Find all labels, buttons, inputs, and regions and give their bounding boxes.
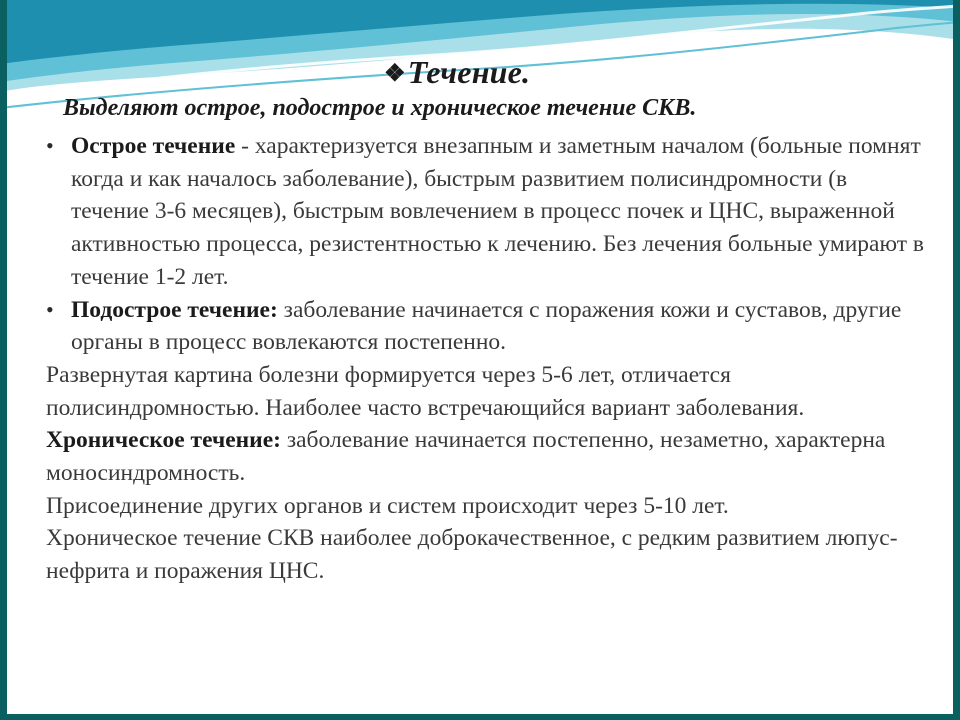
diamond-bullet-icon: ❖ xyxy=(384,61,406,87)
bullet-item-acute xyxy=(46,130,926,294)
bullet-dot-icon: • xyxy=(46,296,54,322)
subacute-course-text: заболевание начинается с поражения кожи и суставов, другие органы в процесс вовлекаются постепенно. xyxy=(71,296,902,356)
prognosis-paragraph: Хроническое течение СКВ наиболее доброкачественное, с редким развитием люпус-нефрита и поражения ЦНС. xyxy=(46,525,898,585)
chronic-course-text: заболевание начинается постепенно, незаметно, характерна моносиндромность. xyxy=(46,427,886,487)
chronic-course-heading: Хроническое течение: xyxy=(46,427,281,454)
left-frame-bar xyxy=(0,0,7,720)
bullet-item-subacute xyxy=(46,294,926,359)
slide-subtitle: Выделяют острое, подострое и хроническое течение СКВ. xyxy=(63,95,697,121)
slide-title-text: Течение. xyxy=(407,54,531,90)
slide-title xyxy=(384,54,530,91)
organ-involvement-paragraph: Присоединение других органов и систем происходит через 5-10 лет. xyxy=(46,492,729,519)
subacute-course-heading: Подострое течение: xyxy=(71,296,278,323)
subacute-continuation-paragraph: Развернутая картина болезни формируется через 5-6 лет, отличается полисиндромностью. Наиболее часто встречающийся вариант заболевания. xyxy=(46,361,805,421)
acute-course-heading: Острое течение xyxy=(71,133,236,159)
slide-body xyxy=(46,130,926,588)
chronic-course-paragraph xyxy=(46,424,926,489)
bullet-dot-icon: • xyxy=(46,133,54,158)
bottom-frame-bar xyxy=(0,714,960,720)
acute-course-text: - характеризуется внезапным и заметным началом (больные помнят когда и как началось заболевание), быстрым развитием полисиндромности (в течение 3-6 месяцев), быстрым вовлечением в процесс почек и ЦНС, выраженной активностью процесса, резистентностью к лечению. Без лечения больные умирают в течение 1-2 лет. xyxy=(71,133,924,290)
right-frame-bar xyxy=(953,0,960,720)
